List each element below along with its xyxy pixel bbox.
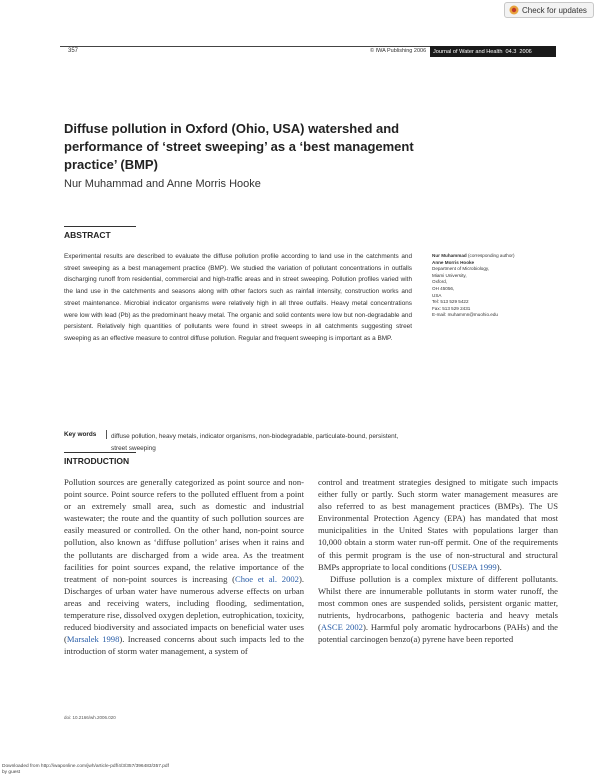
citation-link-asce[interactable]: ASCE 2002 <box>320 622 363 633</box>
journal-year: 2006 <box>519 48 532 55</box>
affiliation-line: E-mail: muhammn@muohio.edu <box>432 312 498 318</box>
intro-text: ). <box>496 561 502 572</box>
check-for-updates-label: Check for updates <box>522 5 587 15</box>
citation-link-marsalek[interactable]: Marsalek 1998 <box>66 634 120 645</box>
affiliation-line: Fax: 513 529 2431 <box>432 305 471 311</box>
affiliation-author1: Nur Muhammad <box>432 253 467 258</box>
intro-text: Pollution sources are generally categorized as point source and non-point source. Point source refers to the polluted effluent from a point or an extremely small area, such as domestic and industrial wastewater; the route and the quantity of such pollution sources are easily measured or controlled. On the other hand, non-point source pollution, also known as ‘diffuse pollution’ arises when it rains and the pollutants are discharged from a wide area. As the treatment facilities for point sources expand, the relative importance of the treatment of non-point sources is increasing ( <box>64 477 304 584</box>
page-number: 357 <box>68 48 79 54</box>
journal-name: Journal of Water and Health <box>433 48 503 55</box>
publisher: © IWA Publishing 2006 <box>370 48 427 54</box>
citation-link-choe[interactable]: Choe et al. 2002 <box>234 573 299 584</box>
download-notice: Downloaded from http://iwaponline.com/jwh/article-pdf/4/3/357/396483/357.pdf <box>2 764 169 769</box>
introduction-rule <box>64 452 136 453</box>
introduction-heading: INTRODUCTION <box>64 456 130 466</box>
introduction-left-column <box>64 476 304 657</box>
download-by: by guest <box>2 770 21 775</box>
intro-text: ). Increased concerns about such impacts led to the introduction of storm water management, a system of <box>64 634 304 657</box>
journal-issue: 04.3 <box>505 48 517 55</box>
affiliation-line: Oxford, <box>432 279 448 285</box>
intro-text: ). Harmful poly aromatic hydrocarbons (PAHs) and the potential carcinogen benzo(a) pyrene have been reported <box>318 622 558 645</box>
introduction-right-column <box>318 476 558 645</box>
journal-banner <box>430 46 556 57</box>
abstract-heading: ABSTRACT <box>64 230 111 240</box>
affiliation-line: OH 45056, <box>432 285 455 291</box>
abstract-text: Experimental results are described to evaluate the diffuse pollution profile according to land use in the catchments and street sweeping as a best management practice (BMP). We studied the variation of pollutant concentrations in outfalls discharging runoff from residential, commercial and high-traffic areas and in street sweeping. Pollution profiles varied with the land use in the catchments and seasons along with other factors such as rainfall intensity, construction works and street maintenance. Microbial indicator organisms were relatively high in all three outfalls. Heavy metal concentrations were low with lead (Pb) as the predominant heavy metal. The organic and solid contents were low but non-degradable and persistent. Relatively high quantities of pollutants were found in street sweeps in all catchments suggesting street sweeping as an effective measure to control diffuse pollution. Regular and frequent sweeping is important as a BMP. <box>64 253 412 342</box>
citation-link-usepa[interactable]: USEPA 1999 <box>451 561 497 572</box>
affiliation-line: Department of Microbiology, <box>432 266 490 272</box>
check-for-updates-button[interactable] <box>504 2 594 18</box>
abstract-rule <box>64 226 136 227</box>
intro-text: Diffuse pollution is a complex mixture of different pollutants. Whilst there are innumerable pollutants in storm water runoff, the most common ones are suspended solids, persistent organic matter, nutrients, hydrocarbons, pathogenic bacteria and heavy metals ( <box>318 573 558 633</box>
affiliation-line: Miami University, <box>432 272 467 278</box>
author-affiliation <box>432 253 562 319</box>
keywords-label: Key words <box>64 431 97 438</box>
article-title: Diffuse pollution in Oxford (Ohio, USA) watershed and performance of ‘street sweeping’ as a ‘best management practice’ (BMP) <box>64 121 414 172</box>
article-authors: Nur Muhammad and Anne Morris Hooke <box>64 178 261 190</box>
intro-text: ). Discharges of urban water have numerous adverse effects on urban areas and receiving waters, including flooding, sedimentation, temperature rise, dissolved oxygen depletion, eutrophication, toxicity, reduced biodiversity and associated impacts on beneficial water uses ( <box>64 573 305 645</box>
keywords-divider <box>106 430 107 439</box>
doi: doi: 10.2166/wh.2006.020 <box>64 715 116 720</box>
keywords-text: diffuse pollution, heavy metals, indicator organisms, non-biodegradable, particulate-bound, persistent, street sweeping <box>111 433 399 452</box>
affiliation-author1-note: (corresponding author) <box>468 253 515 258</box>
intro-text: control and treatment strategies designed to mitigate such impacts either fully or partly. Such storm water management measures are also referred to as best management practices (BMPs). The US Environmental Protection Agency (EPA) has mandated that most municipalities in the United States with populations larger than 10,000 obtain a storm water run-off permit. One of the requirements of this permit program is the use of non-structural and structural BMPs appropriate to local conditions ( <box>318 477 558 572</box>
affiliation-line: USA <box>432 292 442 298</box>
check-updates-icon <box>509 5 519 15</box>
affiliation-author2: Anne Morris Hooke <box>432 259 475 265</box>
affiliation-line: Tel: 513 529 5422 <box>432 299 469 305</box>
